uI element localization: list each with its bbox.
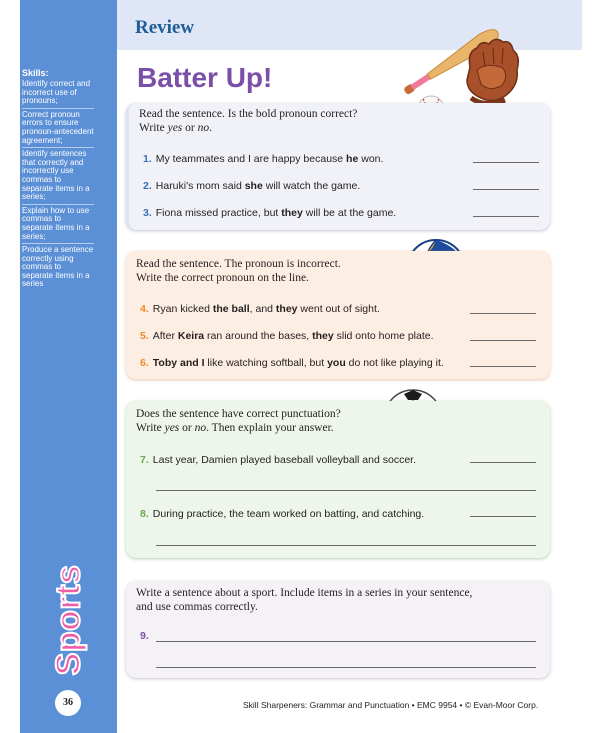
answer-line[interactable] [470,462,536,463]
question-text: do not like playing it. [345,357,444,369]
question-1 [143,153,383,165]
question-3 [143,207,396,219]
section-1-instructions [139,107,357,135]
instr-line [136,421,341,435]
instr-line [139,121,357,135]
question-text: After [152,330,178,342]
page-number: 36 [55,690,81,716]
bold-text: the ball [212,303,250,315]
answer-line[interactable] [473,216,539,217]
instr-text: . Then explain your answer. [206,422,334,434]
question-4 [140,303,380,315]
bat-and-glove-icon [395,12,525,112]
section-3-instructions [136,407,341,435]
question-7 [140,454,416,466]
skill-item: Identify correct and incorrect use of pronouns; [22,80,94,109]
section-label-wrap [20,555,117,685]
instr-line: Does the sentence have correct punctuation? [136,408,341,420]
instr-text: or [182,122,198,134]
explanation-line[interactable] [156,545,536,546]
answer-line[interactable] [470,313,536,314]
question-8 [140,508,424,520]
instr-no: no [197,122,210,134]
answer-line[interactable] [473,162,539,163]
answer-line[interactable] [473,189,539,190]
question-number: 1. [143,153,152,165]
question-number: 4. [140,303,149,315]
question-text: ran around the bases, [204,330,313,342]
section-4 [126,581,550,678]
question-text: Haruki's mom said [155,180,245,192]
section-3 [126,401,550,558]
question-text: will watch the game. [262,180,361,192]
instr-text: . [209,122,212,134]
instr-text: Write [136,422,165,434]
question-text: Last year, Damien played baseball volleyball and soccer. [152,454,417,466]
question-number: 3. [143,207,152,219]
answer-line[interactable] [470,340,536,341]
instr-text: or [179,422,195,434]
bold-pronoun: he [346,153,359,165]
question-5 [140,330,434,342]
bold-pronoun: they [275,303,298,315]
question-number: 8. [140,508,149,520]
explanation-line[interactable] [156,490,536,491]
answer-line[interactable] [470,516,536,517]
sentence-line[interactable] [156,667,536,668]
instr-line: Read the sentence. Is the bold pronoun correct? [139,108,358,120]
bold-pronoun: she [244,180,263,192]
question-number: 2. [143,180,152,192]
instr-no: no [194,422,207,434]
question-number: 6. [140,357,149,369]
question-6 [140,357,444,369]
question-text: won. [358,153,384,165]
skills-panel [22,68,94,293]
question-text: like watching softball, but [204,357,328,369]
instr-line: Write a sentence about a sport. Include items in a series in your sentence, [136,587,473,599]
instr-yes: yes [164,422,180,434]
instr-line: and use commas correctly. [136,601,258,613]
sentence-line[interactable] [156,641,536,642]
section-label: Sports [49,564,87,676]
answer-line[interactable] [470,366,536,367]
bold-text: Toby and I [152,357,205,369]
skill-item: Explain how to use commas to separate items in a series; [22,207,94,244]
question-text: During practice, the team worked on batting, and catching. [152,508,425,520]
instr-yes: yes [167,122,183,134]
question-text: , and [249,303,276,315]
section-4-instructions [136,586,472,614]
skill-item: Produce a sentence correctly using commas to separate items in a series [22,245,94,289]
skill-item: Correct pronoun errors to ensure pronoun-antecedent agreement; [22,111,94,148]
footer-credit: Skill Sharpeners: Grammar and Punctuation • EMC 9954 • © Evan-Moor Corp. [243,700,539,710]
question-text: went out of sight. [297,303,380,315]
question-text: My teammates and I are happy because [155,153,347,165]
question-number: 7. [140,454,149,466]
skill-item: Identify sentences that correctly and incorrectly use commas to separate items in a series; [22,150,94,205]
question-number: 5. [140,330,149,342]
question-2 [143,180,360,192]
page-title: Batter Up! [137,62,273,93]
bold-pronoun: they [281,207,303,219]
question-text: Fiona missed practice, but [155,207,282,219]
instr-line: Write the correct pronoun on the line. [136,272,309,284]
bold-text: Keira [177,330,205,342]
skills-title: Skills: [22,68,49,78]
instr-text: Write [139,122,168,134]
section-1 [126,103,550,230]
question-text: Ryan kicked [152,303,213,315]
instr-line: Read the sentence. The pronoun is incorrect. [136,258,341,270]
question-text: slid onto home plate. [333,330,434,342]
header-title: Review [135,17,195,38]
bold-pronoun: they [312,330,334,342]
section-2 [126,251,550,379]
section-2-instructions [136,257,341,285]
bold-pronoun: you [327,357,346,369]
question-number: 9. [140,630,149,642]
question-9 [140,630,153,642]
question-text: will be at the game. [302,207,397,219]
